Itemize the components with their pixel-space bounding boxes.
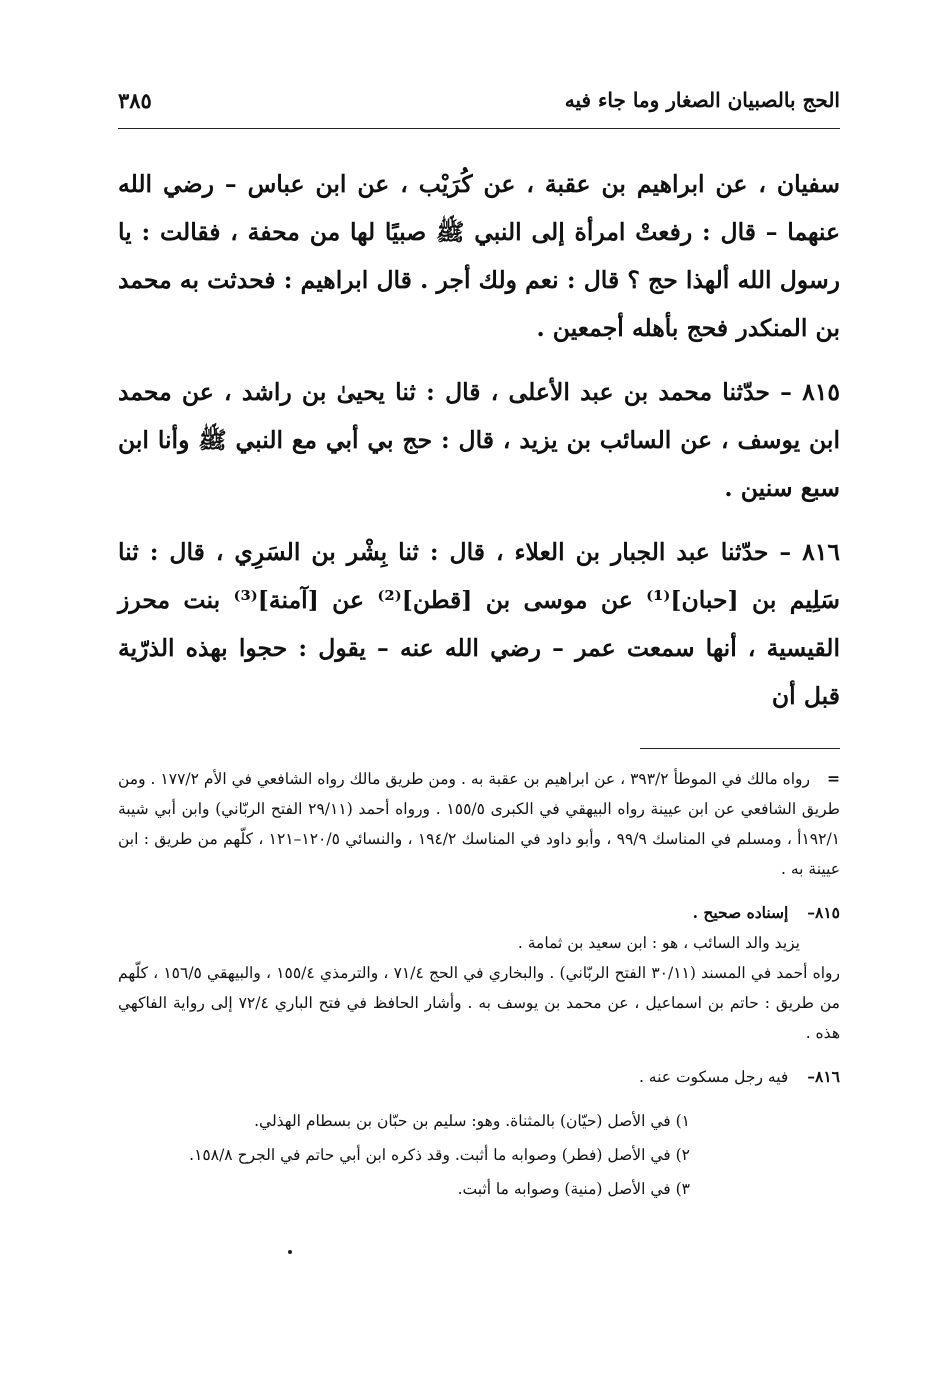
note-number: ٨١٥–	[807, 903, 840, 922]
note-815	[118, 898, 840, 1048]
chapter-title: الحج بالصبيان الصغار وما جاء فيه	[564, 88, 840, 112]
footnotes	[118, 1106, 840, 1204]
footnote-1: ١) في الأصل (حيّان) بالمثناة. وهو: سليم بن حبّان بن بسطام الهذلي.	[254, 1112, 690, 1130]
note-816	[118, 1062, 840, 1092]
note-text: رواه أحمد في المسند (٣٠/١١ الفتح الربّاني) . والبخاري في الحج ٧١/٤ ، والترمذي ١٥٥/٤ ، والبيهقي ١٥٦/٥ ، كلّهم من طريق : حاتم بن اسماعيل ، عن محمد بن يوسف به . وأشار الحافظ في فتح الباري ٧٢/٤ إلى رواية الفاكهي هذه .	[118, 964, 840, 1042]
main-text	[118, 160, 840, 736]
notes-rule	[640, 748, 840, 749]
print-speck	[288, 1250, 292, 1254]
note-heading: إسناده صحيح .	[692, 903, 789, 922]
notes-section	[118, 764, 840, 1208]
note-continuation	[118, 764, 840, 884]
hadith-continuation: سفيان ، عن ابراهيم بن عقبة ، عن كُرَيْب ، عن ابن عباس – رضي الله عنهما – قال : رفعتْ امرأة إلى النبي ﷺ صبيًا لها من محفة ، فقالت : يا رسول الله ألهذا حج ؟ قال : نعم ولك أجر . قال ابراهيم : فحدثت به محمد بن المنكدر فحج بأهله أجمعين .	[118, 170, 840, 342]
page-number: ٣٨٥	[118, 88, 152, 113]
note-text: فيه رجل مسكوت عنه .	[638, 1068, 789, 1086]
note-number: ٨١٦–	[807, 1067, 840, 1086]
hadith-816: ٨١٦ – حدّثنا عبد الجبار بن العلاء ، قال : ثنا بِشْر بن السَرِي ، قال : ثنا سَلِيم بن [حبان]⁽¹⁾ عن موسى بن [قطن]⁽²⁾ عن [آمنة]⁽³⁾ بنت محرز القيسية ، أنها سمعت عمر – رضي الله عنه – يقول : حجوا بهذه الذرّية قبل أن	[118, 538, 840, 710]
footnote-2: ٢) في الأصل (فطر) وصوابه ما أثبت. وقد ذكره ابن أبي حاتم في الجرح ١٥٨/٨.	[189, 1146, 690, 1164]
continuation-mark: =	[827, 769, 840, 788]
hadith-815: ٨١٥ – حدّثنا محمد بن عبد الأعلى ، قال : ثنا يحيىٰ بن راشد ، عن محمد ابن يوسف ، عن السائب بن يزيد ، قال : حج بي أبي مع النبي ﷺ وأنا ابن سبع سنين .	[118, 378, 840, 502]
note-text: رواه مالك في الموطأ ٣٩٣/٢ ، عن ابراهيم بن عقبة به . ومن طريق مالك رواه الشافعي في الأم ١٧٧/٢ . ومن طريق الشافعي عن ابن عيينة رواه البيهقي في الكبرى ١٥٥/٥ . ورواه أحمد (٢٩/١١ الفتح الربّاني) وابن أبي شيبة ١٩٢/١أ ، ومسلم في المناسك ٩٩/٩ ، وأبو داود في المناسك ١٩٤/٢ ، والنسائي ١٢٠/٥–١٢١ ، كلّهم من طريق : ابن عيينة به .	[118, 770, 840, 878]
running-header	[118, 86, 840, 126]
header-rule	[118, 128, 840, 129]
footnote-3: ٣) في الأصل (منية) وصوابه ما أثبت.	[457, 1180, 690, 1198]
note-line: يزيد والد السائب ، هو : ابن سعيد بن ثمامة .	[517, 934, 800, 952]
